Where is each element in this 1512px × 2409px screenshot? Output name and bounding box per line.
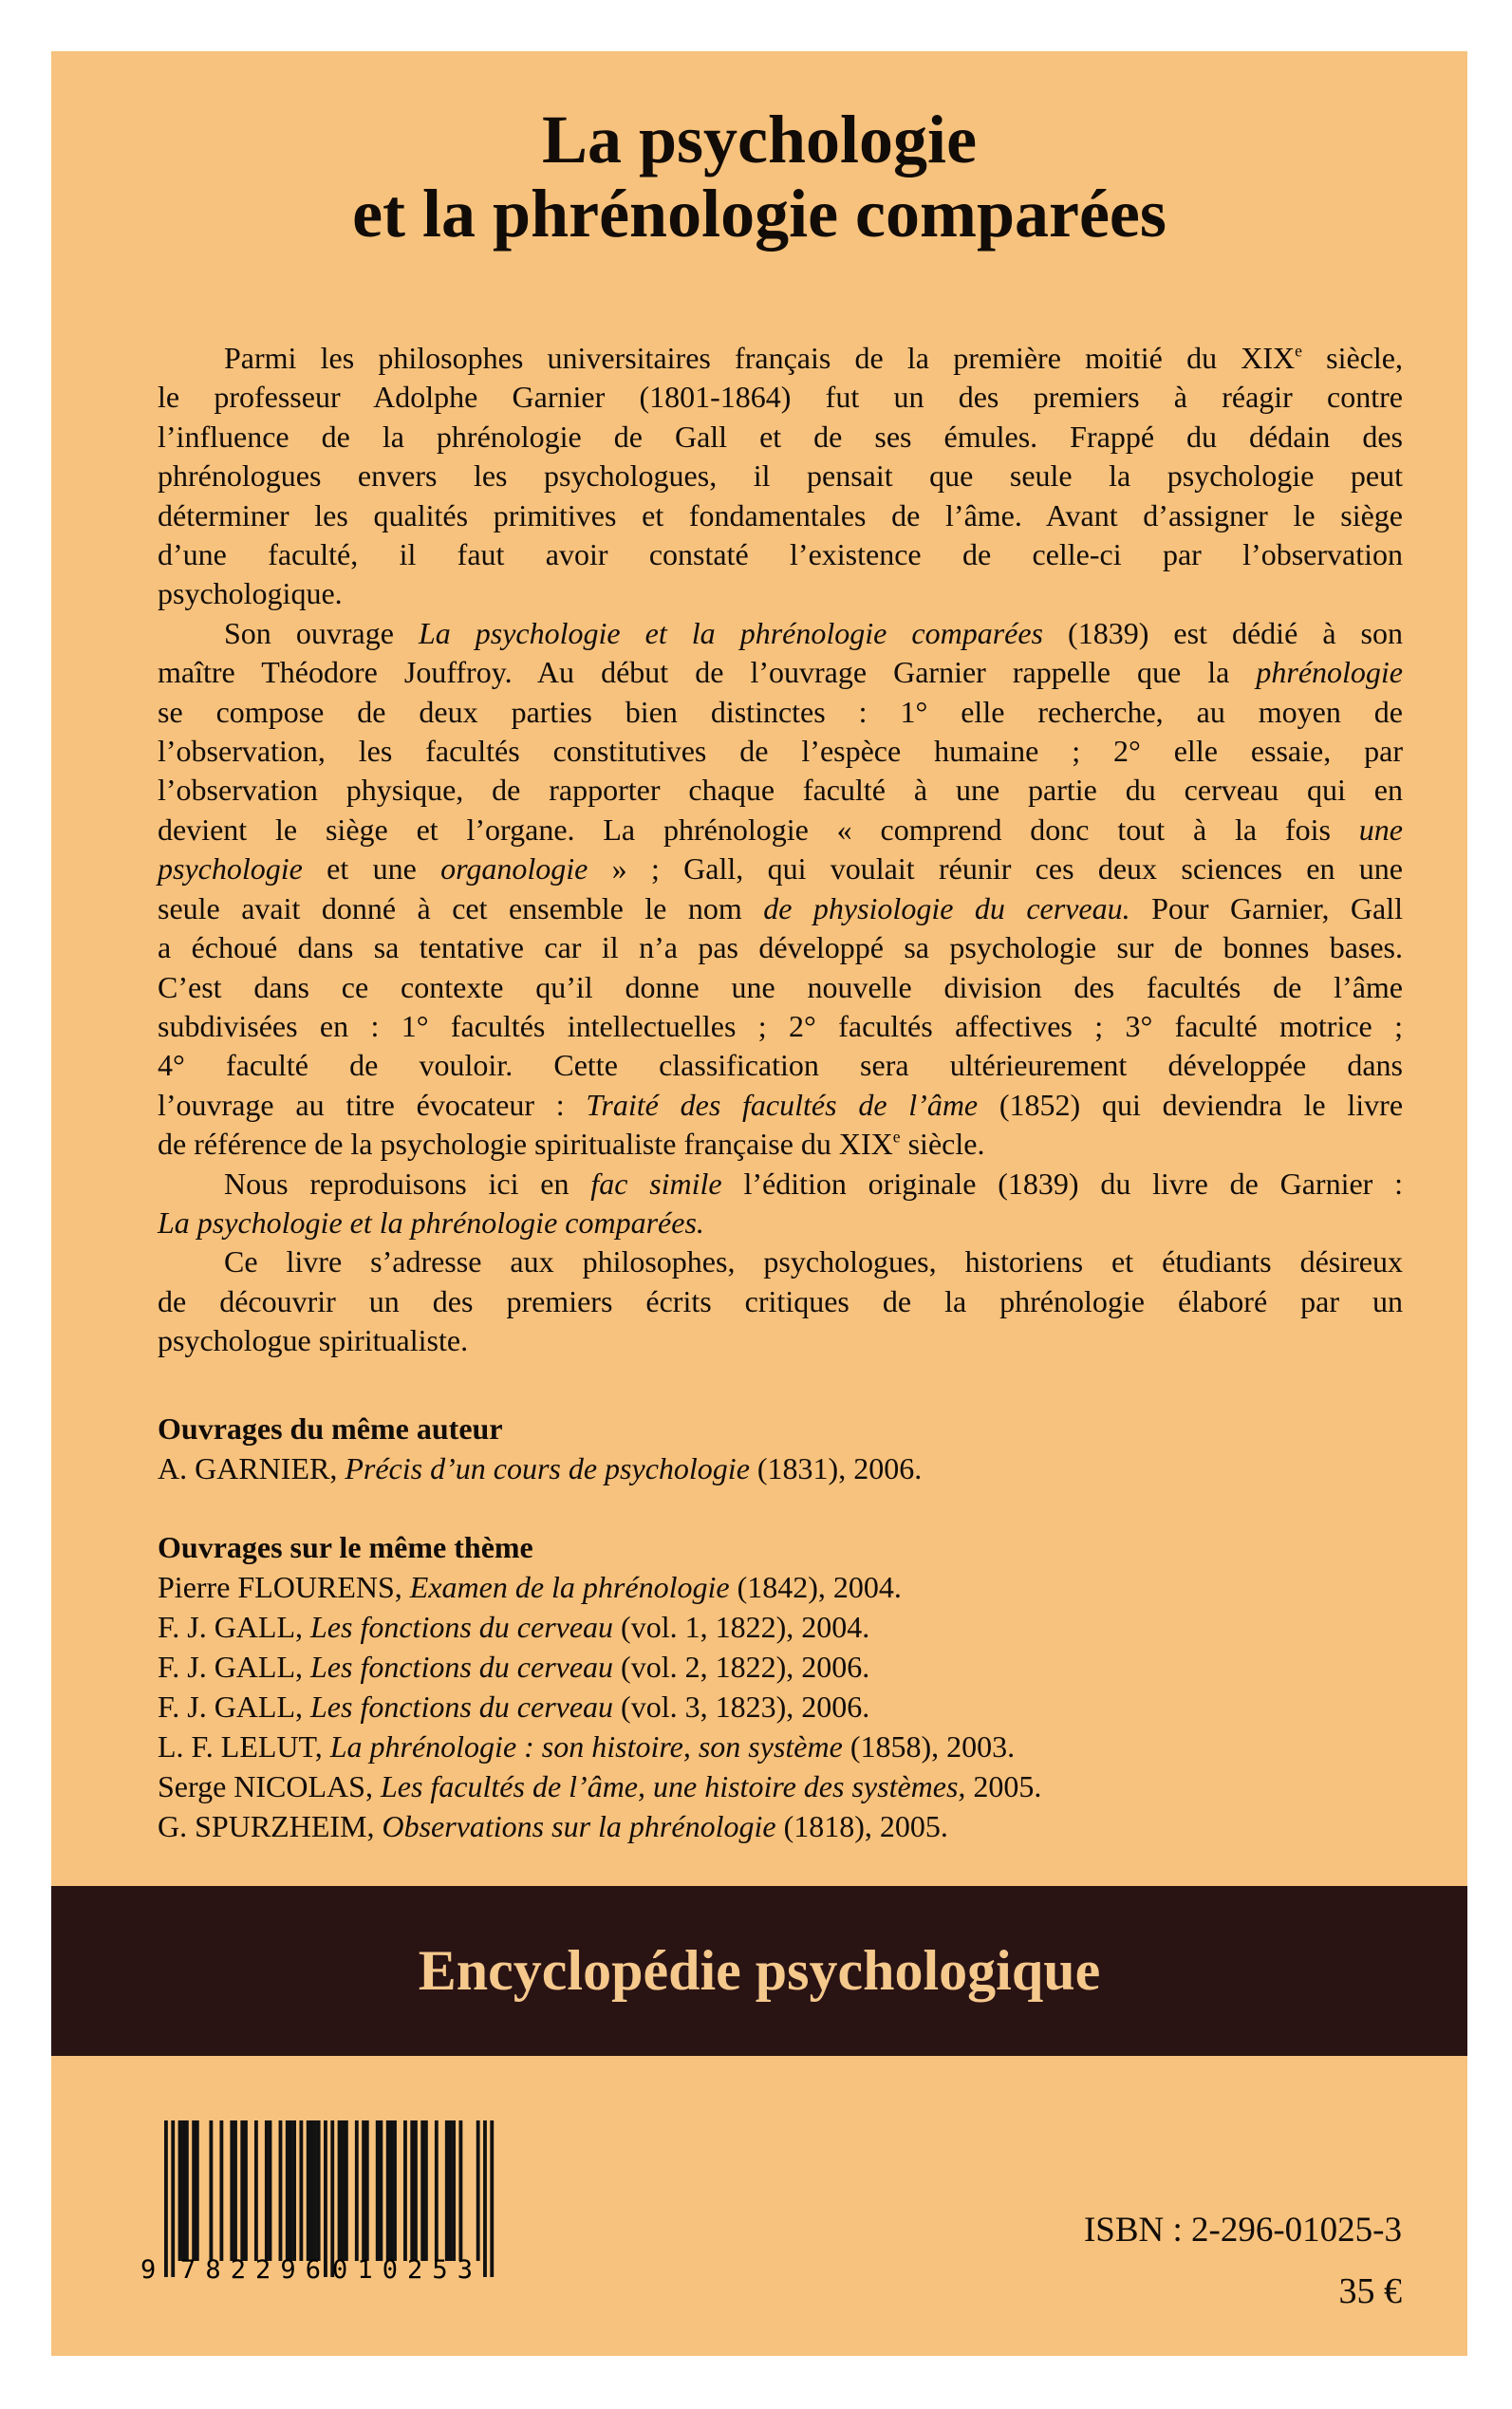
italic-title: phrénologie [1256, 655, 1403, 690]
italic-title: Observations sur la phrénologie [382, 1809, 776, 1843]
isbn: ISBN : 2-296-01025-3 [1083, 2211, 1402, 2250]
text-run: (1858), 2003. [842, 1729, 1016, 1764]
barcode-bar [376, 2120, 380, 2261]
text-run: Ce livre s’adresse aux philosophes, psychologues, historiens et étudiants désireux [224, 1244, 1403, 1279]
text-run: (1852) qui deviendra le livre [978, 1087, 1404, 1122]
text-run: siècle, [1301, 341, 1404, 375]
text-run: subdivisées en : 1° facultés intellectuelles ; 2° facultés affectives ; 3° faculté motrice ; [158, 1008, 1403, 1043]
text-line [158, 535, 1403, 574]
barcode-bar [317, 2120, 321, 2261]
italic-title: organologie [440, 851, 588, 887]
text-run: l’ouvrage au titre évocateur : [158, 1087, 587, 1122]
bibliography-entry [158, 1567, 1403, 1607]
text-line [158, 732, 1403, 771]
text-line [158, 418, 1403, 457]
text-run: déterminer les qualités primitives et fondamentales de l’âme. Avant d’assigner le siège [158, 497, 1403, 532]
text-run: psychologique. [158, 576, 343, 611]
same-author-list [158, 1448, 1403, 1488]
barcode-bar [196, 2120, 199, 2261]
italic-title: Examen de la phrénologie [409, 1570, 730, 1604]
barcode-bar [269, 2120, 272, 2261]
barcode-bar [309, 2120, 313, 2261]
text-run: C’est dans ce contexte qu’il donne une nouvelle division des facultés de l’âme [158, 969, 1403, 1004]
barcode-bar [365, 2120, 369, 2261]
italic-title: de physiologie du cerveau. [763, 890, 1130, 925]
barcode-bar [476, 2120, 480, 2261]
italic-title: Précis d’un cours de psychologie [345, 1451, 750, 1485]
same-theme-heading: Ouvrages sur le même thème [158, 1530, 533, 1564]
blurb-text [158, 339, 1403, 1361]
bibliography-entry [158, 1647, 1403, 1687]
barcode-bar [393, 2120, 397, 2261]
same-theme-section [158, 1527, 1403, 1846]
text-line [158, 1125, 1403, 1164]
barcode-bar [209, 2120, 213, 2261]
barcode-bar [414, 2120, 418, 2261]
text-line [158, 614, 1403, 653]
barcode-bar [286, 2120, 289, 2261]
text-run: a échoué dans sa tentative car il n’a pas développé sa psychologie sur de bonnes bases. [158, 930, 1403, 965]
text-run: seule avait donné à cet ensemble le nom [158, 890, 764, 925]
text-line [158, 968, 1403, 1007]
italic-title: Les facultés de l’âme, une histoire des systèmes, [380, 1769, 966, 1803]
barcode-bar [490, 2120, 494, 2277]
barcode-bar [445, 2120, 449, 2261]
text-run: (1831), 2006. [749, 1451, 923, 1485]
text-line [158, 1046, 1403, 1085]
barcode-bar [289, 2120, 292, 2261]
text-run: se compose de deux parties bien distinctes : 1° elle recherche, au moyen de [158, 694, 1403, 729]
text-line [158, 574, 1403, 613]
book-title [51, 103, 1467, 251]
barcode-bar [240, 2120, 244, 2261]
same-theme-list [158, 1567, 1403, 1846]
text-run: F. J. GALL, [158, 1610, 310, 1644]
text-run: F. J. GALL, [158, 1650, 310, 1684]
text-run: et une [302, 851, 441, 887]
bibliography-entry [158, 1766, 1403, 1806]
barcode-bar [185, 2120, 189, 2261]
text-line [158, 653, 1403, 692]
bibliography-entry [158, 1727, 1403, 1766]
text-line [158, 1086, 1403, 1125]
text-line [158, 1321, 1403, 1360]
italic-title: psychologie [158, 851, 303, 887]
text-line [158, 457, 1403, 495]
barcode-bar [435, 2120, 439, 2261]
italic-title: Les fonctions du cerveau [310, 1610, 614, 1644]
barcode-bar [424, 2120, 428, 2261]
text-run: maître Théodore Jouffroy. Au début de l’ouvrage Garnier rappelle que la [158, 655, 1257, 690]
barcode-bar [338, 2120, 342, 2261]
bibliography-entry [158, 1607, 1403, 1647]
text-run: de découvrir un des premiers écrits critiques de la phrénologie élaboré par un [158, 1283, 1403, 1318]
barcode-bar [483, 2120, 487, 2277]
text-run: A. GARNIER, [158, 1451, 345, 1485]
barcode-bar [355, 2120, 359, 2261]
italic-title: Traité des facultés de l’âme [586, 1087, 979, 1122]
paragraph [158, 339, 1403, 614]
barcode-bar [299, 2120, 303, 2261]
text-line [158, 378, 1403, 417]
barcode-bar [324, 2120, 327, 2277]
text-line [158, 339, 1403, 378]
text-line [158, 889, 1403, 928]
paragraph [158, 1165, 1403, 1243]
text-run: psychologue spiritualiste. [158, 1323, 469, 1358]
text-run: Parmi les philosophes universitaires français de la première moitié du XIX [224, 341, 1296, 375]
title-line-1: La psychologie [541, 102, 978, 177]
barcode-right-digits: 010253 [332, 2255, 473, 2285]
barcode-bar [171, 2120, 175, 2277]
text-line [158, 850, 1403, 888]
text-run: F. J. GALL, [158, 1690, 310, 1724]
italic-title: Les fonctions du cerveau [310, 1650, 614, 1684]
text-run: 2005. [965, 1769, 1042, 1803]
bibliography-entry [158, 1806, 1403, 1846]
text-line [158, 1007, 1403, 1046]
superscript: e [892, 1127, 901, 1147]
barcode-bar [230, 2120, 233, 2261]
barcode-bar [389, 2120, 393, 2261]
text-run: le professeur Adolphe Garnier (1801-1864) fut un des premiers à réagir contre [158, 380, 1403, 415]
superscript: e [1295, 341, 1302, 361]
barcode-bar [403, 2120, 407, 2261]
text-run: Pierre FLOURENS, [158, 1570, 410, 1604]
italic-title: La phrénologie : son histoire, son système [329, 1729, 843, 1764]
barcode-bar [181, 2120, 185, 2261]
text-run: devient le siège et l’organe. La phrénologie « comprend donc tout à la fois [158, 812, 1359, 847]
barcode-bar [449, 2120, 453, 2261]
barcode-bar [265, 2120, 269, 2261]
barcode-bar [452, 2120, 456, 2261]
text-run: Son ouvrage [224, 615, 419, 650]
text-run: (1839) est dédié à son [1043, 615, 1404, 650]
text-line [158, 771, 1403, 810]
text-run: siècle. [900, 1127, 985, 1162]
text-line [158, 693, 1403, 732]
barcode-bars [164, 2120, 494, 2277]
text-run: » ; Gall, qui voulait réunir ces deux sciences en une [588, 851, 1403, 887]
barcode-bar [307, 2120, 310, 2261]
bibliography-entry [158, 1448, 1403, 1488]
barcode [133, 2115, 503, 2286]
title-line-2: et la phrénologie comparées [352, 176, 1167, 252]
italic-title: fac simile [590, 1166, 722, 1201]
barcode-bar [254, 2120, 258, 2261]
barcode-bar [379, 2120, 383, 2261]
series-band [51, 1886, 1467, 2056]
text-run: de référence de la psychologie spiritualiste française du XIX [158, 1127, 893, 1162]
barcode-bar [164, 2120, 168, 2277]
barcode-bar [178, 2120, 182, 2261]
text-run: Pour Garnier, Gall [1129, 890, 1404, 925]
text-run: Serge NICOLAS, [158, 1769, 381, 1803]
barcode-bar [233, 2120, 237, 2261]
barcode-left-digits: 782296 [180, 2255, 321, 2285]
barcode-bar [330, 2120, 334, 2277]
barcode-bar [386, 2120, 390, 2261]
barcode-bar [362, 2120, 365, 2261]
barcode-bar [313, 2120, 317, 2261]
series-title: Encyclopédie psychologique [418, 1939, 1101, 2002]
text-line [158, 811, 1403, 850]
text-run: d’une faculté, il faut avoir constaté l’existence de celle-ci par l’observation [158, 537, 1403, 572]
italic-title: une [1358, 812, 1403, 847]
text-run: (vol. 2, 1822), 2006. [613, 1650, 870, 1684]
bibliography-entry [158, 1687, 1403, 1727]
barcode-bar [279, 2120, 283, 2261]
price: 35 € [1338, 2271, 1402, 2311]
text-run: 4° faculté de vouloir. Cette classification sera ultérieurement développée dans [158, 1048, 1403, 1083]
barcode-bar [410, 2120, 414, 2261]
barcode-bar [244, 2120, 248, 2261]
text-run: l’influence de la phrénologie de Gall et de ses émules. Frappé du dédain des [158, 419, 1403, 454]
barcode-bar [292, 2120, 296, 2261]
text-line [158, 496, 1403, 535]
barcode-bar [345, 2120, 348, 2261]
paragraph [158, 1242, 1403, 1360]
text-line [158, 1165, 1403, 1204]
text-line [158, 1204, 1403, 1242]
text-run: L. F. LELUT, [158, 1729, 330, 1764]
text-line [158, 928, 1403, 967]
text-line [158, 1242, 1403, 1281]
text-run: (vol. 3, 1823), 2006. [613, 1690, 870, 1724]
text-run: (1818), 2005. [775, 1809, 948, 1843]
barcode-bar [458, 2120, 462, 2261]
same-author-section [158, 1409, 1403, 1488]
italic-title: Les fonctions du cerveau [310, 1690, 614, 1724]
text-run: (1842), 2004. [729, 1570, 902, 1604]
barcode-bar [341, 2120, 345, 2261]
same-author-heading: Ouvrages du même auteur [158, 1411, 503, 1446]
barcode-first-digit: 9 [140, 2255, 157, 2285]
text-run: l’observation physique, de rapporter chaque faculté à une partie du cerveau qui en [158, 773, 1403, 808]
paragraph [158, 614, 1403, 1165]
text-run: G. SPURZHEIM, [158, 1809, 383, 1843]
text-run: (vol. 1, 1822), 2004. [613, 1610, 870, 1644]
barcode-bar [192, 2120, 196, 2261]
barcode-bar [420, 2120, 424, 2261]
italic-title: La psychologie et la phrénologie comparées. [158, 1204, 704, 1240]
text-run: l’édition originale (1839) du livre de Garnier : [721, 1166, 1404, 1201]
barcode-bar [219, 2120, 223, 2261]
text-line [158, 1282, 1403, 1321]
text-run: l’observation, les facultés constitutives de l’espèce humaine ; 2° elle essaie, par [158, 734, 1403, 769]
text-run: Nous reproduisons ici en [224, 1166, 591, 1201]
text-run: phrénologues envers les psychologues, il pensait que seule la psychologie peut [158, 458, 1403, 494]
italic-title: La psychologie et la phrénologie comparées [418, 615, 1044, 650]
